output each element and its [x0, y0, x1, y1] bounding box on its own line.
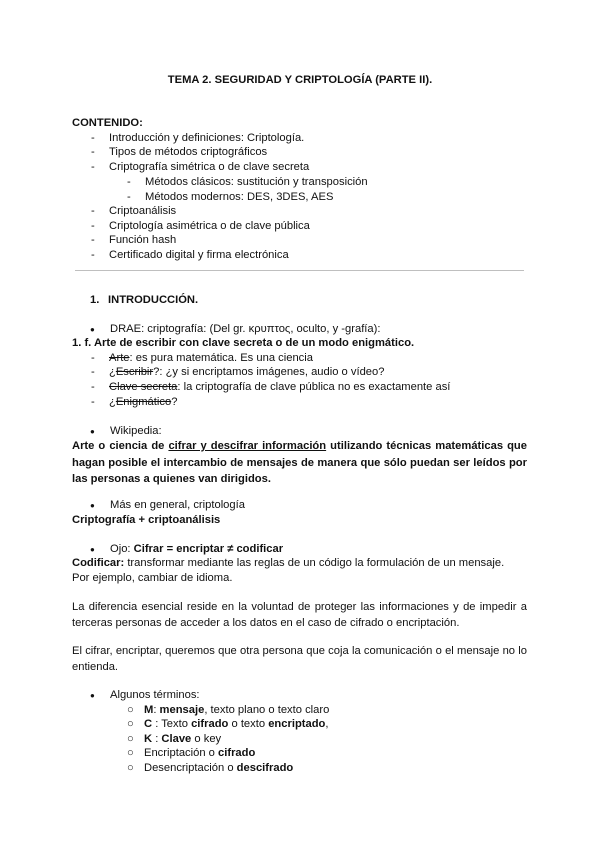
bullet-icon: ●	[90, 325, 95, 334]
circle-bullet-icon: ○	[127, 733, 134, 745]
horizontal-divider	[75, 270, 524, 271]
term-item: ○ M: mensaje, texto plano o texto claro	[127, 704, 330, 716]
codificar-definition: Codificar: transformar mediante las reglas de un código la formulación de un mensaje.	[72, 557, 505, 569]
drae-bullet: ● DRAE: criptografía: (Del gr. κρυπτος, oculto, y -grafía):	[90, 323, 381, 335]
contents-item: - Introducción y definiciones: Criptología.	[91, 132, 305, 144]
cifrar-paragraph-line: El cifrar, encriptar, queremos que otra persona que coja la comunicación o el mensaje no lo	[72, 645, 527, 657]
ojo-bullet: ● Ojo: Cifrar = encriptar ≠ codificar	[90, 543, 284, 555]
wikipedia-bullet: ● Wikipedia:	[90, 425, 162, 437]
wikipedia-definition-line: las personas a quienes van dirigidos.	[72, 473, 271, 485]
general-bullet: ● Más en general, criptología	[90, 499, 245, 511]
contents-item: - Criptografía simétrica o de clave secreta	[91, 161, 310, 173]
bullet-icon: ●	[90, 691, 95, 700]
bullet-icon: ●	[90, 545, 95, 554]
term-item: ○ Encriptación o cifrado	[127, 747, 256, 759]
circle-bullet-icon: ○	[127, 747, 134, 759]
circle-bullet-icon: ○	[127, 762, 134, 774]
drae-note: - Arte: es pura matemática. Es una ciencia	[91, 352, 313, 364]
contents-item: - Función hash	[91, 234, 177, 246]
contents-item: - Criptoanálisis	[91, 205, 177, 217]
contents-item: - Criptología asimétrica o de clave pública	[91, 220, 310, 232]
contents-item: - Tipos de métodos criptográficos	[91, 146, 268, 158]
general-formula: Criptografía + criptoanálisis	[72, 514, 221, 526]
bullet-icon: ●	[90, 501, 95, 510]
difference-paragraph-line: La diferencia esencial reside en la voluntad de proteger las informaciones y de impedir a	[72, 601, 527, 613]
drae-note: - ¿Enigmático?	[91, 396, 178, 408]
bullet-icon: ●	[90, 427, 95, 436]
drae-note: - Clave secreta: la criptografía de clave pública no es exactamente así	[91, 381, 451, 393]
section-number: 1.	[90, 294, 100, 306]
wikipedia-definition-line: Arte o ciencia de cifrar y descifrar información utilizando técnicas matemáticas que	[72, 440, 527, 452]
term-item: ○ Desencriptación o descifrado	[127, 762, 294, 774]
drae-note: - ¿Escribir?: ¿y si encriptamos imágenes, audio o vídeo?	[91, 366, 385, 378]
codificar-example: Por ejemplo, cambiar de idioma.	[72, 572, 233, 584]
circle-bullet-icon: ○	[127, 718, 134, 730]
wikipedia-definition-line: hagan posible el intercambio de mensajes de manera que sólo puedan ser leídos por	[72, 457, 527, 469]
page-title: TEMA 2. SEGURIDAD Y CRIPTOLOGÍA (PARTE II).	[167, 74, 433, 86]
drae-definition: 1. f. Arte de escribir con clave secreta o de un modo enigmático.	[72, 337, 415, 349]
cifrar-paragraph-line: entienda.	[72, 661, 119, 673]
contents-subitem: - Métodos modernos: DES, 3DES, AES	[127, 191, 334, 203]
contents-item: - Certificado digital y firma electrónica	[91, 249, 289, 261]
term-item: ○ C : Texto cifrado o texto encriptado,	[127, 718, 329, 730]
difference-paragraph-line: terceras personas de acceder a los datos en el caso de cifrado o encriptación.	[72, 617, 460, 629]
section-title: INTRODUCCIÓN.	[108, 294, 199, 306]
contents-heading: CONTENIDO:	[72, 117, 143, 129]
contents-subitem: - Métodos clásicos: sustitución y transposición	[127, 176, 368, 188]
term-item: ○ K : Clave o key	[127, 733, 222, 745]
terms-bullet: ● Algunos términos:	[90, 689, 200, 701]
circle-bullet-icon: ○	[127, 704, 134, 716]
